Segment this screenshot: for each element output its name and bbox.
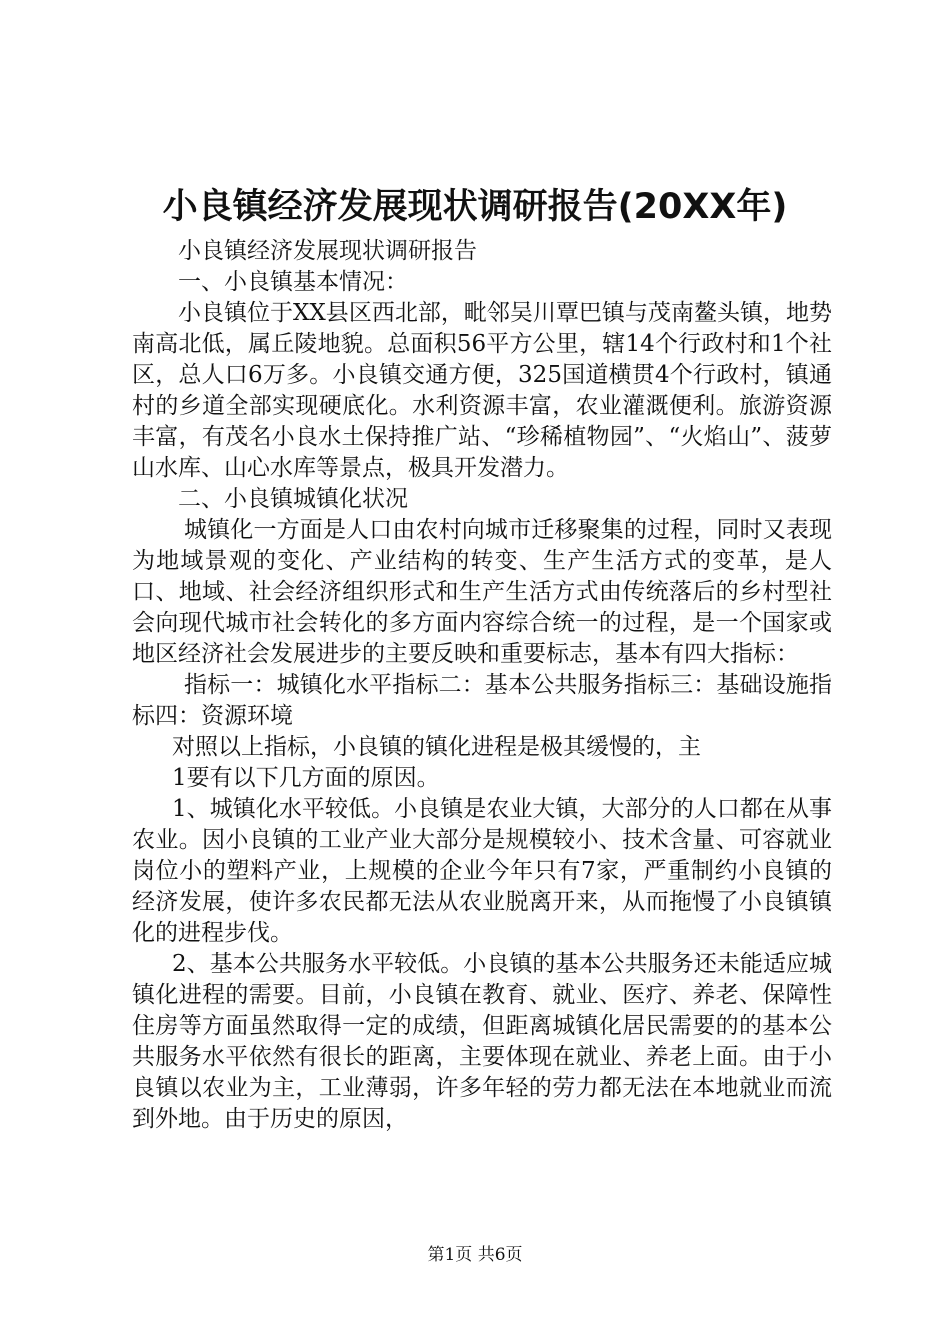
paragraph-reason-2: 2、基本公共服务水平较低。小良镇的基本公共服务还未能适应城镇化进程的需要。目前，小良镇在教育、就业、医疗、养老、保障性住房等方面虽然取得一定的成绩，但距离城镇化居民需要的的基本公共服务水平依然有很长的距离，主要体现在就业、养老上面。由于小良镇以农业为主，工业薄弱，许多年轻的劳力都无法在本地就业而流到外地。由于历史的原因， [132,951,832,1132]
document-title: 小良镇经济发展现状调研报告(20XX年) [162,187,788,227]
section-heading-2: 二、小良镇城镇化状况 [178,486,408,512]
paragraph-comparison: 对照以上指标，小良镇的镇化进程是极其缓慢的，主 [172,734,701,760]
report-subtitle: 小良镇经济发展现状调研报告 [178,238,477,264]
paragraph-reasons-intro: 1要有以下几方面的原因。 [172,765,440,791]
section-heading-1: 一、小良镇基本情况： [178,269,408,295]
paragraph-indicators: 指标一：城镇化水平指标二：基本公共服务指标三：基础设施指标四：资源环境 [132,672,832,729]
page-footer: 第1页 共6页 [427,1245,523,1265]
document-body [132,236,832,1135]
paragraph-urbanization: 城镇化一方面是人口由农村向城市迁移聚集的过程，同时又表现为地域景观的变化、产业结构的转变、生产生活方式的变革，是人口、地域、社会经济组织形式和生产生活方式由传统落后的乡村型社会向现代城市社会转化的多方面内容综合统一的过程，是一个国家或地区经济社会发展进步的主要反映和重要标志，基本有四大指标： [132,517,832,667]
paragraph-basic-info: 小良镇位于XX县区西北部，毗邻吴川覃巴镇与茂南鳌头镇，地势南高北低，属丘陵地貌。总面积56平方公里，辖14个行政村和1个社区，总人口6万多。小良镇交通方便，325国道横贯4个行政村，镇通村的乡道全部实现硬底化。水利资源丰富，农业灌溉便利。旅游资源丰富，有茂名小良水土保持推广站、“珍稀植物园”、“火焰山”、菠萝山水库、山心水库等景点，极具开发潜力。 [132,300,832,481]
paragraph-reason-1: 1、城镇化水平较低。小良镇是农业大镇，大部分的人口都在从事农业。因小良镇的工业产业大部分是规模较小、技术含量、可容就业岗位小的塑料产业，上规模的企业今年只有7家，严重制约小良镇的经济发展，使许多农民都无法从农业脱离开来，从而拖慢了小良镇镇化的进程步伐。 [132,796,832,946]
